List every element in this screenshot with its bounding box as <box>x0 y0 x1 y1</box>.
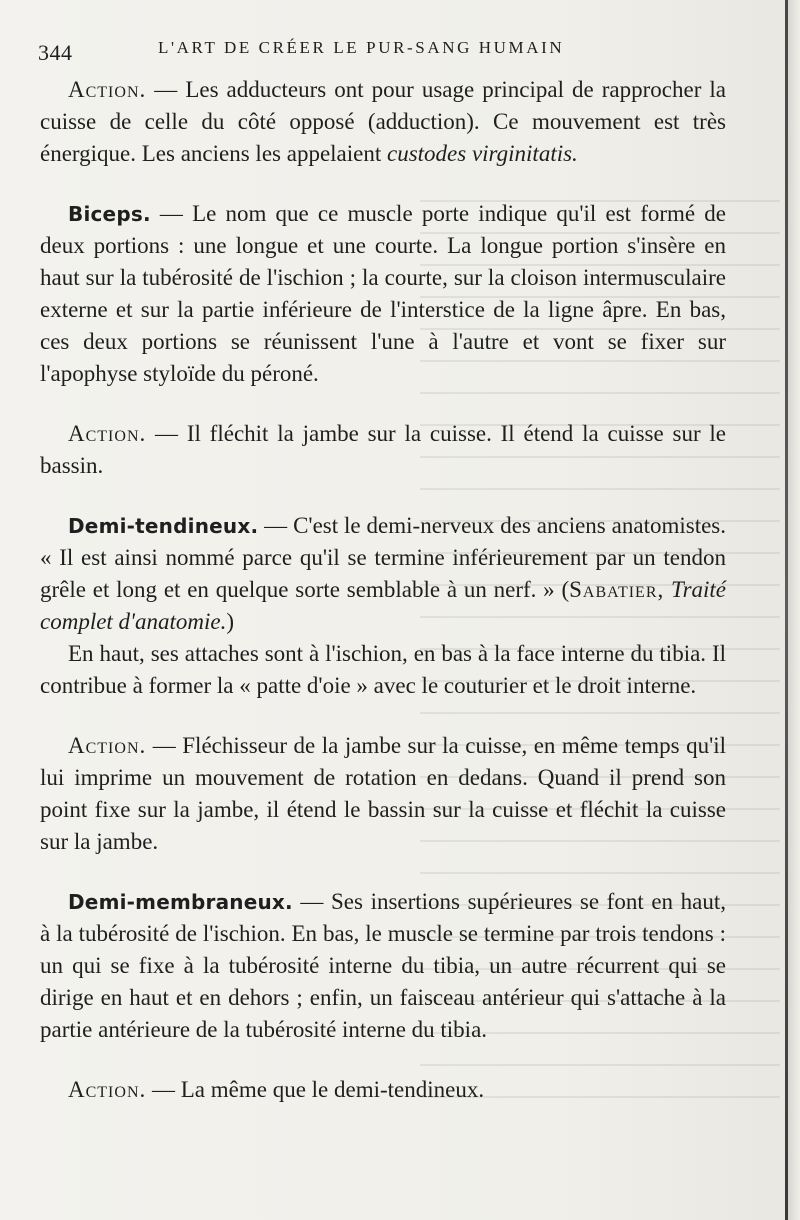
paragraph-text: — Le nom que ce muscle porte indique qu'il est formé de deux portions : une longue et une courte. La longue portion s'insère en haut sur la tubérosité de l'ischion ; la courte, sur la cloison intermusculaire externe et sur la partie inférieure de l'interstice de la ligne âpre. En bas, ces deux portions se réunissent l'une à l'autre et vont se fixer sur l'apophyse styloïde du péroné. <box>40 201 726 386</box>
paragraph-adducteurs-action <box>40 74 726 170</box>
action-label: Action. <box>68 1077 147 1102</box>
paragraph-biceps <box>40 198 726 390</box>
action-label: Action. <box>68 733 147 758</box>
cited-author: Sabatier, <box>569 577 665 602</box>
paragraph-demi-membraneux <box>40 886 726 1046</box>
page-number: 344 <box>38 40 73 65</box>
paragraph-gap <box>40 1046 726 1074</box>
paragraph-text: — Il fléchit la jambe sur la cuisse. Il étend la cuisse sur le bassin. <box>40 421 726 478</box>
muscle-heading-demi-membraneux: Demi-membraneux. <box>68 890 293 914</box>
page-edge-shadow <box>788 0 800 1220</box>
citation-close: ) <box>226 609 234 634</box>
body-text <box>40 74 726 1106</box>
paragraph-demi-membraneux-action <box>40 1074 726 1106</box>
running-title: L'ART DE CRÉER LE PUR-SANG HUMAIN <box>158 38 565 57</box>
paragraph-demi-tendineux-action <box>40 730 726 858</box>
paragraph-gap <box>40 702 726 730</box>
paragraph-biceps-action <box>40 418 726 482</box>
paragraph-gap <box>40 390 726 418</box>
page-header <box>38 34 698 64</box>
paragraph-text: — Ses insertions supérieures se font en haut, à la tubérosité de l'ischion. En bas, le muscle se termine par trois tendons : un qui se fixe à la tubérosité interne du tibia, un autre récurrent qui se dirige en haut et en dehors ; enfin, un faisceau antérieur qui s'attache à la partie antérieure de la tubérosité interne du tibia. <box>40 889 726 1042</box>
muscle-heading-biceps: Biceps. <box>68 202 151 226</box>
binding-edge-line <box>785 0 788 1220</box>
action-label: Action. <box>68 77 147 102</box>
cited-work: Traité complet d'anatomie. <box>40 577 727 634</box>
paragraph-demi-tendineux <box>40 510 726 638</box>
paragraph-demi-tendineux-attaches: En haut, ses attaches sont à l'ischion, en bas à la face interne du tibia. Il contribue à former la « patte d'oie » avec le couturier et le droit interne. <box>40 641 726 698</box>
latin-term: custodes virginitatis. <box>387 141 578 166</box>
muscle-heading-demi-tendineux: Demi-tendineux. <box>68 514 259 538</box>
paragraph-gap <box>40 858 726 886</box>
paragraph-text: — Fléchisseur de la jambe sur la cuisse, en même temps qu'il lui imprime un mouvement de rotation en dedans. Quand il prend son point fixe sur la jambe, il étend le bassin sur la cuisse et fléchit la cuisse sur la jambe. <box>40 733 726 854</box>
paragraph-text: — Les adducteurs ont pour usage principal de rapprocher la cuisse de celle du côté opposé (adduction). Ce mouvement est très énergique. Les anciens les appelaient <box>40 77 726 166</box>
paragraph-gap <box>40 170 726 198</box>
paragraph-text: — La même que le demi-tendineux. <box>146 1077 485 1102</box>
paragraph-text: — C'est le demi-nerveux des anciens anatomistes. « Il est ainsi nommé parce qu'il se termine inférieurement par un tendon grêle et long et en quelque sorte semblable à un nerf. » ( <box>40 513 726 602</box>
action-label: Action. <box>68 421 147 446</box>
paragraph-gap <box>40 482 726 510</box>
